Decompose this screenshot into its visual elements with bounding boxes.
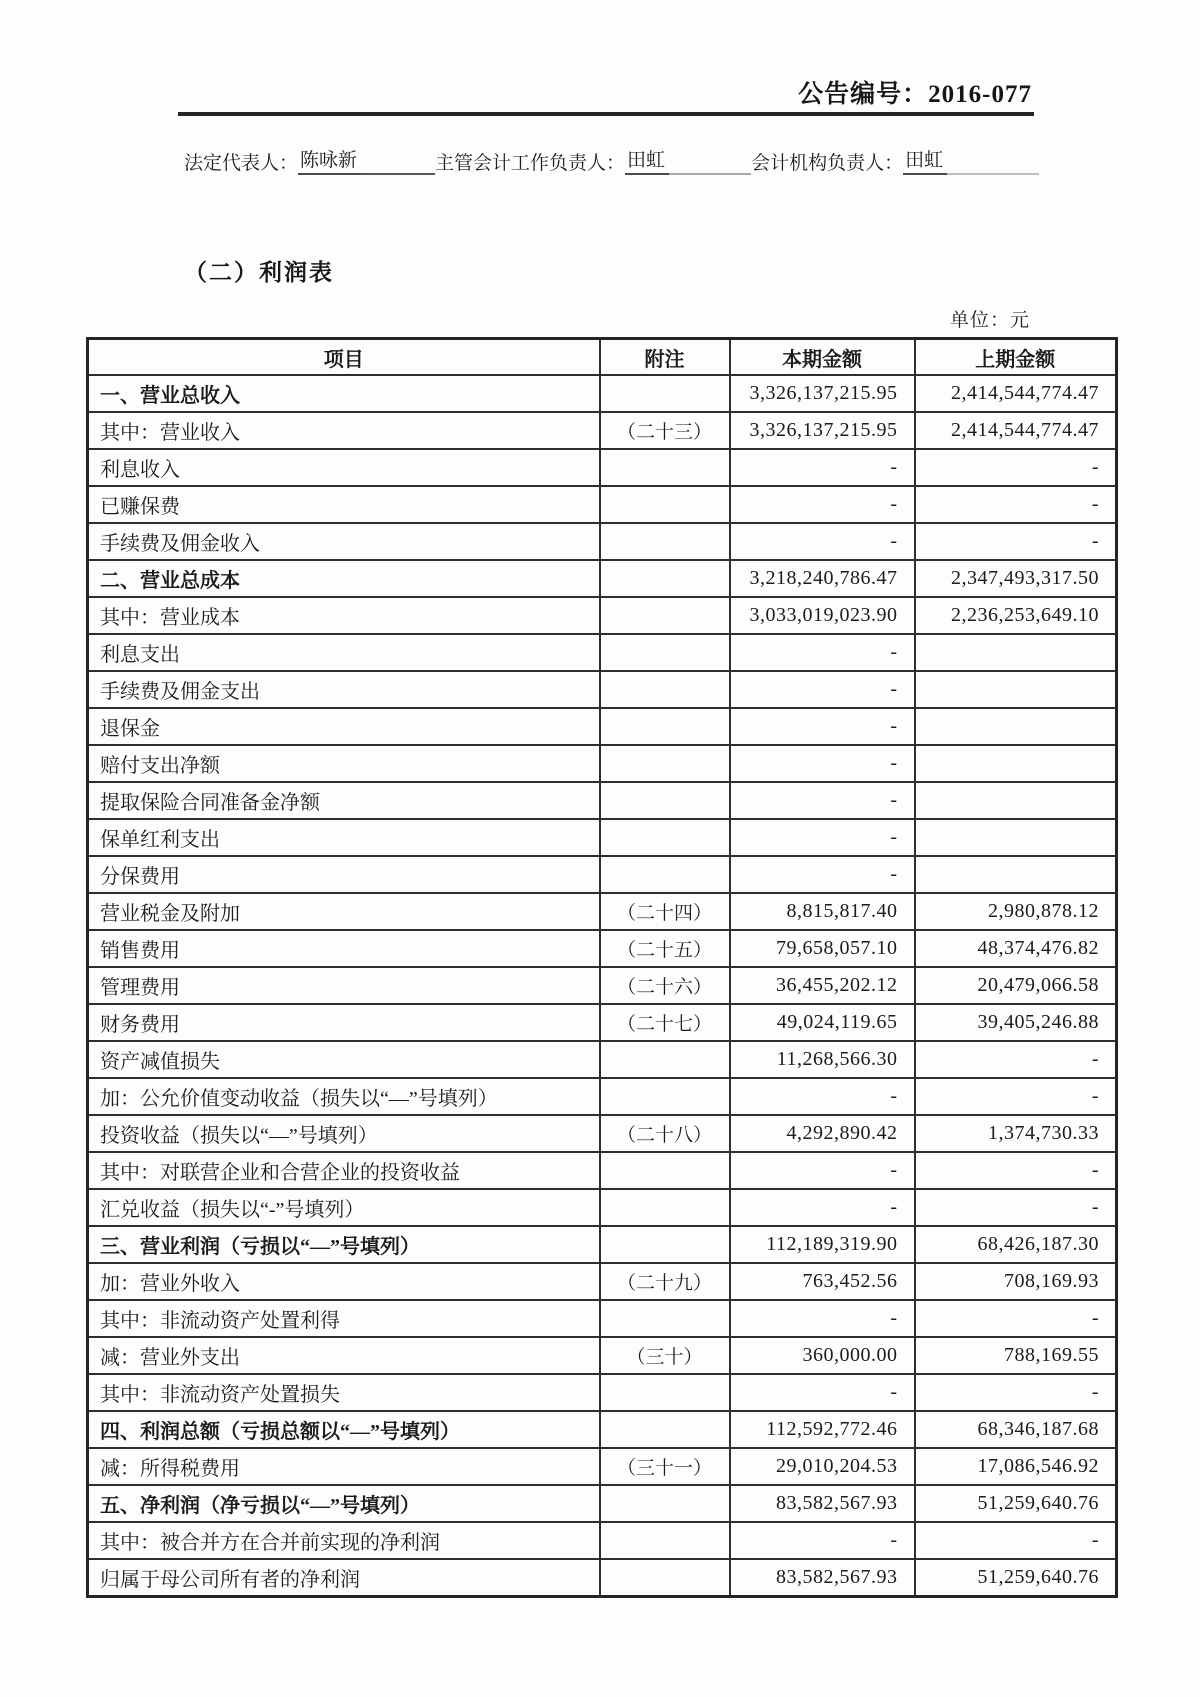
current-amount-cell: 763,452.56 bbox=[730, 1263, 915, 1300]
note-cell bbox=[600, 597, 730, 634]
prior-amount-cell: - bbox=[915, 1041, 1117, 1078]
note-cell: （三十一） bbox=[600, 1448, 730, 1485]
prior-amount-cell: 39,405,246.88 bbox=[915, 1004, 1117, 1041]
unit-note: 单位：元 bbox=[949, 310, 1030, 331]
table-row bbox=[88, 1115, 1117, 1152]
prior-amount-cell bbox=[915, 856, 1117, 893]
item-cell: 其中：对联营企业和合营企业的投资收益 bbox=[88, 1152, 600, 1189]
table-row bbox=[88, 523, 1117, 560]
current-amount-cell: - bbox=[730, 856, 915, 893]
item-cell: 其中：营业成本 bbox=[88, 597, 600, 634]
current-amount-cell: - bbox=[730, 1078, 915, 1115]
table-row bbox=[88, 1300, 1117, 1337]
section-title: （二）利润表 bbox=[184, 260, 334, 285]
table-row bbox=[88, 1189, 1117, 1226]
note-cell bbox=[600, 1522, 730, 1559]
current-amount-cell: 8,815,817.40 bbox=[730, 893, 915, 930]
table-row bbox=[88, 708, 1117, 745]
item-cell: 利息支出 bbox=[88, 634, 600, 671]
prior-amount-cell: 17,086,546.92 bbox=[915, 1448, 1117, 1485]
item-cell: 一、营业总收入 bbox=[88, 375, 600, 412]
prior-amount-cell: - bbox=[915, 1189, 1117, 1226]
table-row bbox=[88, 560, 1117, 597]
prior-amount-cell: 1,374,730.33 bbox=[915, 1115, 1117, 1152]
column-header: 项目 bbox=[88, 339, 600, 376]
note-cell: （二十四） bbox=[600, 893, 730, 930]
current-amount-cell: - bbox=[730, 449, 915, 486]
item-cell: 四、利润总额（亏损总额以“—”号填列） bbox=[88, 1411, 600, 1448]
column-header: 上期金额 bbox=[915, 339, 1117, 376]
item-cell: 营业税金及附加 bbox=[88, 893, 600, 930]
note-cell: （三十） bbox=[600, 1337, 730, 1374]
current-amount-cell: 49,024,119.65 bbox=[730, 1004, 915, 1041]
prior-amount-cell: - bbox=[915, 1522, 1117, 1559]
table-row bbox=[88, 1559, 1117, 1597]
note-cell bbox=[600, 745, 730, 782]
item-cell: 其中：营业收入 bbox=[88, 412, 600, 449]
income-statement-table bbox=[86, 337, 1118, 1598]
prior-amount-cell: - bbox=[915, 1374, 1117, 1411]
current-amount-cell: 83,582,567.93 bbox=[730, 1485, 915, 1522]
signatory-label: 法定代表人： bbox=[184, 153, 299, 174]
current-amount-cell: - bbox=[730, 745, 915, 782]
current-amount-cell: 83,582,567.93 bbox=[730, 1559, 915, 1597]
item-cell: 减：营业外支出 bbox=[88, 1337, 600, 1374]
table-row bbox=[88, 1337, 1117, 1374]
prior-amount-cell bbox=[915, 819, 1117, 856]
item-cell: 减：所得税费用 bbox=[88, 1448, 600, 1485]
prior-amount-cell bbox=[915, 708, 1117, 745]
item-cell: 三、营业利润（亏损以“—”号填列） bbox=[88, 1226, 600, 1263]
current-amount-cell: - bbox=[730, 1152, 915, 1189]
column-header: 附注 bbox=[600, 339, 730, 376]
signatory-label: 主管会计工作负责人： bbox=[435, 153, 626, 174]
item-cell: 其中：非流动资产处置利得 bbox=[88, 1300, 600, 1337]
table-row bbox=[88, 412, 1117, 449]
note-cell bbox=[600, 634, 730, 671]
item-cell: 赔付支出净额 bbox=[88, 745, 600, 782]
prior-amount-cell: 68,346,187.68 bbox=[915, 1411, 1117, 1448]
prior-amount-cell: 51,259,640.76 bbox=[915, 1485, 1117, 1522]
current-amount-cell: 29,010,204.53 bbox=[730, 1448, 915, 1485]
item-cell: 销售费用 bbox=[88, 930, 600, 967]
table-row bbox=[88, 1152, 1117, 1189]
current-amount-cell: 11,268,566.30 bbox=[730, 1041, 915, 1078]
prior-amount-cell: 48,374,476.82 bbox=[915, 930, 1117, 967]
note-cell bbox=[600, 1374, 730, 1411]
current-amount-cell: 112,189,319.90 bbox=[730, 1226, 915, 1263]
table-row bbox=[88, 1374, 1117, 1411]
note-cell bbox=[600, 560, 730, 597]
signature-blank-line bbox=[947, 153, 1039, 175]
prior-amount-cell: 20,479,066.58 bbox=[915, 967, 1117, 1004]
table-row bbox=[88, 967, 1117, 1004]
prior-amount-cell: 2,980,878.12 bbox=[915, 893, 1117, 930]
prior-amount-cell: - bbox=[915, 449, 1117, 486]
current-amount-cell: 36,455,202.12 bbox=[730, 967, 915, 1004]
current-amount-cell: 360,000.00 bbox=[730, 1337, 915, 1374]
current-amount-cell: - bbox=[730, 486, 915, 523]
note-cell bbox=[600, 1485, 730, 1522]
current-amount-cell: - bbox=[730, 634, 915, 671]
note-cell bbox=[600, 523, 730, 560]
prior-amount-cell: 788,169.55 bbox=[915, 1337, 1117, 1374]
column-header: 本期金额 bbox=[730, 339, 915, 376]
item-cell: 资产减值损失 bbox=[88, 1041, 600, 1078]
signature-blank-line bbox=[361, 153, 435, 175]
table-row bbox=[88, 671, 1117, 708]
item-cell: 投资收益（损失以“—”号填列） bbox=[88, 1115, 600, 1152]
item-cell: 加：营业外收入 bbox=[88, 1263, 600, 1300]
item-cell: 汇兑收益（损失以“-”号填列） bbox=[88, 1189, 600, 1226]
signatory bbox=[751, 145, 1039, 175]
signatory-label: 会计机构负责人： bbox=[751, 153, 904, 174]
note-cell bbox=[600, 1078, 730, 1115]
current-amount-cell: 3,218,240,786.47 bbox=[730, 560, 915, 597]
table-row bbox=[88, 893, 1117, 930]
note-cell: （二十九） bbox=[600, 1263, 730, 1300]
signature-blank-line bbox=[669, 153, 751, 175]
note-cell bbox=[600, 819, 730, 856]
prior-amount-cell bbox=[915, 745, 1117, 782]
table-row bbox=[88, 819, 1117, 856]
note-cell bbox=[600, 1300, 730, 1337]
prior-amount-cell bbox=[915, 782, 1117, 819]
item-cell: 提取保险合同准备金净额 bbox=[88, 782, 600, 819]
current-amount-cell: - bbox=[730, 671, 915, 708]
current-amount-cell: 112,592,772.46 bbox=[730, 1411, 915, 1448]
current-amount-cell: 79,658,057.10 bbox=[730, 930, 915, 967]
prior-amount-cell bbox=[915, 671, 1117, 708]
current-amount-cell: - bbox=[730, 819, 915, 856]
item-cell: 分保费用 bbox=[88, 856, 600, 893]
table-row bbox=[88, 1041, 1117, 1078]
prior-amount-cell: 51,259,640.76 bbox=[915, 1559, 1117, 1597]
signatory-name: 田虹 bbox=[625, 145, 669, 175]
table-row bbox=[88, 1485, 1117, 1522]
note-cell bbox=[600, 1152, 730, 1189]
note-cell bbox=[600, 486, 730, 523]
item-cell: 五、净利润（净亏损以“—”号填列） bbox=[88, 1485, 600, 1522]
table-row bbox=[88, 597, 1117, 634]
current-amount-cell: 4,292,890.42 bbox=[730, 1115, 915, 1152]
item-cell: 退保金 bbox=[88, 708, 600, 745]
item-cell: 手续费及佣金收入 bbox=[88, 523, 600, 560]
current-amount-cell: - bbox=[730, 1189, 915, 1226]
note-cell bbox=[600, 708, 730, 745]
header-rule bbox=[178, 112, 1034, 116]
note-cell bbox=[600, 449, 730, 486]
table-row bbox=[88, 1263, 1117, 1300]
signatory bbox=[435, 145, 751, 175]
note-cell: （二十六） bbox=[600, 967, 730, 1004]
prior-amount-cell: 68,426,187.30 bbox=[915, 1226, 1117, 1263]
note-cell bbox=[600, 1226, 730, 1263]
signatory bbox=[184, 145, 435, 175]
note-cell: （二十七） bbox=[600, 1004, 730, 1041]
item-cell: 利息收入 bbox=[88, 449, 600, 486]
table-row bbox=[88, 782, 1117, 819]
item-cell: 加：公允价值变动收益（损失以“—”号填列） bbox=[88, 1078, 600, 1115]
table-row bbox=[88, 1522, 1117, 1559]
prior-amount-cell: 708,169.93 bbox=[915, 1263, 1117, 1300]
table-row bbox=[88, 856, 1117, 893]
note-cell: （二十八） bbox=[600, 1115, 730, 1152]
note-cell bbox=[600, 375, 730, 412]
current-amount-cell: - bbox=[730, 708, 915, 745]
prior-amount-cell: 2,414,544,774.47 bbox=[915, 375, 1117, 412]
prior-amount-cell: - bbox=[915, 1152, 1117, 1189]
table-row bbox=[88, 1226, 1117, 1263]
notice-number: 公告编号：2016-077 bbox=[798, 81, 1032, 108]
current-amount-cell: 3,326,137,215.95 bbox=[730, 375, 915, 412]
table-row bbox=[88, 375, 1117, 412]
table-row bbox=[88, 449, 1117, 486]
item-cell: 管理费用 bbox=[88, 967, 600, 1004]
table-header-row bbox=[88, 339, 1117, 376]
item-cell: 手续费及佣金支出 bbox=[88, 671, 600, 708]
item-cell: 归属于母公司所有者的净利润 bbox=[88, 1559, 600, 1597]
prior-amount-cell: - bbox=[915, 1300, 1117, 1337]
note-cell: （二十三） bbox=[600, 412, 730, 449]
signatories-line bbox=[184, 145, 1044, 175]
prior-amount-cell: 2,347,493,317.50 bbox=[915, 560, 1117, 597]
current-amount-cell: 3,326,137,215.95 bbox=[730, 412, 915, 449]
note-cell bbox=[600, 1041, 730, 1078]
note-cell bbox=[600, 1189, 730, 1226]
current-amount-cell: - bbox=[730, 1300, 915, 1337]
table-row bbox=[88, 1004, 1117, 1041]
prior-amount-cell: - bbox=[915, 1078, 1117, 1115]
table-row bbox=[88, 745, 1117, 782]
prior-amount-cell: 2,414,544,774.47 bbox=[915, 412, 1117, 449]
note-cell bbox=[600, 1411, 730, 1448]
table-row bbox=[88, 1411, 1117, 1448]
current-amount-cell: 3,033,019,023.90 bbox=[730, 597, 915, 634]
current-amount-cell: - bbox=[730, 1374, 915, 1411]
item-cell: 财务费用 bbox=[88, 1004, 600, 1041]
note-cell bbox=[600, 671, 730, 708]
prior-amount-cell: - bbox=[915, 523, 1117, 560]
current-amount-cell: - bbox=[730, 1522, 915, 1559]
note-cell bbox=[600, 782, 730, 819]
item-cell: 其中：非流动资产处置损失 bbox=[88, 1374, 600, 1411]
note-cell: （二十五） bbox=[600, 930, 730, 967]
item-cell: 其中：被合并方在合并前实现的净利润 bbox=[88, 1522, 600, 1559]
table-row bbox=[88, 1448, 1117, 1485]
item-cell: 保单红利支出 bbox=[88, 819, 600, 856]
table-row bbox=[88, 634, 1117, 671]
table-row bbox=[88, 486, 1117, 523]
current-amount-cell: - bbox=[730, 523, 915, 560]
prior-amount-cell: - bbox=[915, 486, 1117, 523]
item-cell: 二、营业总成本 bbox=[88, 560, 600, 597]
prior-amount-cell: 2,236,253,649.10 bbox=[915, 597, 1117, 634]
current-amount-cell: - bbox=[730, 782, 915, 819]
table-row bbox=[88, 1078, 1117, 1115]
table-row bbox=[88, 930, 1117, 967]
note-cell bbox=[600, 856, 730, 893]
item-cell: 已赚保费 bbox=[88, 486, 600, 523]
signatory-name: 陈咏新 bbox=[298, 145, 361, 175]
note-cell bbox=[600, 1559, 730, 1597]
signatory-name: 田虹 bbox=[903, 145, 947, 175]
prior-amount-cell bbox=[915, 634, 1117, 671]
